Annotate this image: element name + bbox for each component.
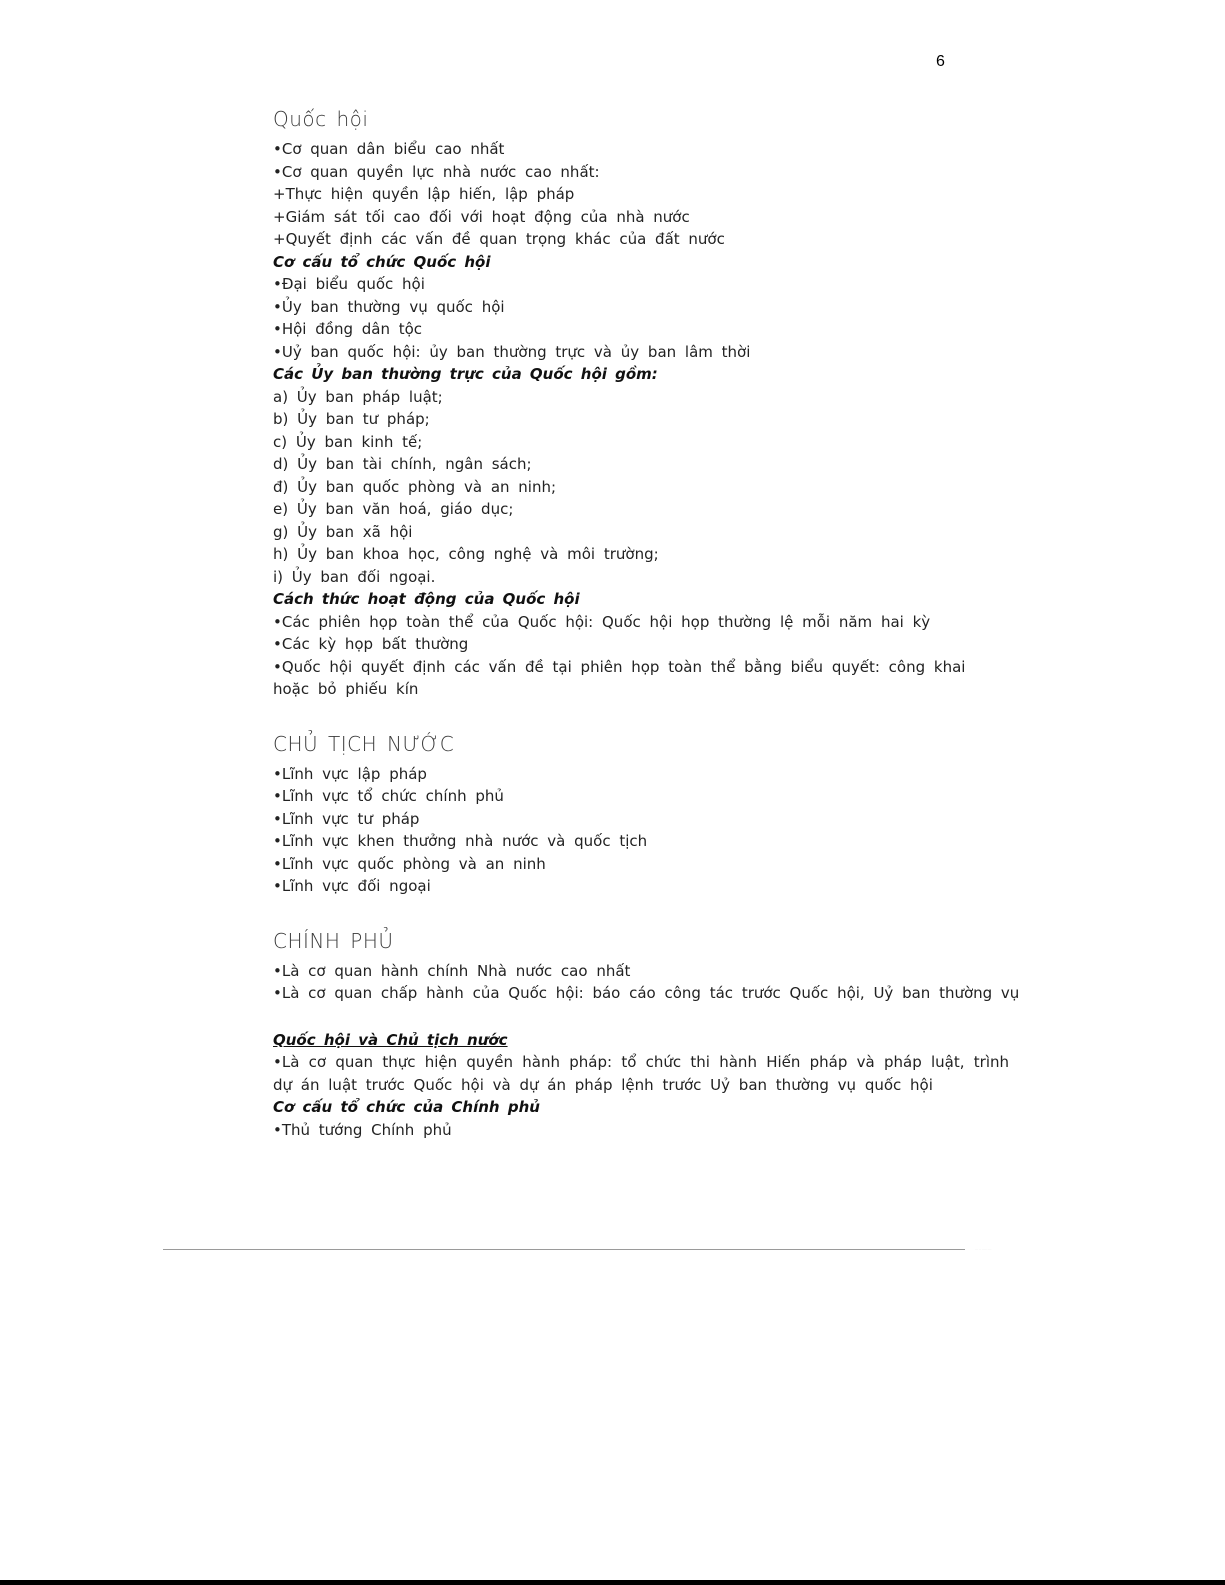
list-item: •Lĩnh vực khen thưởng nhà nước và quốc tịch — [273, 832, 648, 850]
committee-item: g) Ủy ban xã hội — [273, 522, 413, 541]
committee-item: d) Ủy ban tài chính, ngân sách; — [273, 455, 532, 473]
list-item: •Uỷ ban quốc hội: ủy ban thường trực và ủy ban lâm thời — [273, 342, 751, 361]
list-item: •Lĩnh vực lập pháp — [273, 764, 427, 783]
page-number: 6 — [936, 53, 945, 70]
bottom-edge-bar — [0, 1580, 1225, 1585]
list-item: •Lĩnh vực đối ngoại — [273, 877, 431, 895]
section-heading-quoc-hoi: Quốc hội — [273, 107, 369, 131]
committee-item: a) Ủy ban pháp luật; — [273, 387, 443, 406]
subheading-link: Quốc hội và Chủ tịch nước — [273, 1030, 508, 1049]
list-item: +Giám sát tối cao đối với hoạt động của nhà nước — [273, 207, 690, 226]
section-heading-chinh-phu: CHÍNH PHỦ — [273, 928, 394, 953]
footer-rule — [163, 1249, 965, 1250]
list-item: •Cơ quan quyền lực nhà nước cao nhất: — [273, 162, 600, 181]
committee-item: h) Ủy ban khoa học, công nghệ và môi trường; — [273, 545, 659, 563]
subheading-committees: Các Ủy ban thường trực của Quốc hội gồm: — [273, 365, 658, 383]
list-item: •Các kỳ họp bất thường — [273, 635, 469, 653]
list-item: +Quyết định các vấn đề quan trọng khác của đất nước — [273, 230, 725, 248]
subheading-government-structure: Cơ cấu tổ chức của Chính phủ — [273, 1098, 540, 1116]
document-body — [273, 104, 1020, 1141]
list-item: •Các phiên họp toàn thể của Quốc hội: Quốc hội họp thường lệ mỗi năm hai kỳ — [273, 612, 931, 631]
list-item: •Hội đồng dân tộc — [273, 320, 423, 338]
committee-item: i) Ủy ban đối ngoại. — [273, 567, 436, 586]
committee-item: b) Ủy ban tư pháp; — [273, 410, 430, 428]
list-item: •Lĩnh vực tổ chức chính phủ — [273, 787, 504, 805]
committee-item: đ) Ủy ban quốc phòng và an ninh; — [273, 477, 557, 496]
list-item: •Là cơ quan hành chính Nhà nước cao nhất — [273, 961, 631, 980]
list-item: •Ủy ban thường vụ quốc hội — [273, 297, 505, 316]
list-item: •Thủ tướng Chính phủ — [273, 1120, 452, 1139]
subheading-operation: Cách thức hoạt động của Quốc hội — [273, 590, 580, 608]
section-heading-chu-tich-nuoc: CHỦ TỊCH NƯỚC — [273, 731, 455, 756]
footer-mark: ··· ·· ····· ···· — [975, 1247, 992, 1251]
list-item: •Đại biểu quốc hội — [273, 275, 425, 293]
subheading-structure: Cơ cấu tổ chức Quốc hội — [273, 252, 491, 271]
committee-item: c) Ủy ban kinh tế; — [273, 432, 423, 451]
list-item: •Lĩnh vực quốc phòng và an ninh — [273, 854, 546, 873]
list-item: •Là cơ quan chấp hành của Quốc hội: báo cáo công tác trước Quốc hội, Uỷ ban thường vụ — [273, 984, 1020, 1002]
list-item: +Thực hiện quyền lập hiến, lập pháp — [273, 185, 575, 203]
list-item: •Là cơ quan thực hiện quyền hành pháp: tổ chức thi hành Hiến pháp và pháp luật, trình dự án luật trước Quốc hội và dự án pháp lệnh trước Uỷ ban thường vụ quốc hội — [273, 1053, 1009, 1094]
list-item: •Quốc hội quyết định các vấn đề tại phiên họp toàn thể bằng biểu quyết: công khai hoặc bỏ phiếu kín — [273, 657, 966, 698]
list-item: •Cơ quan dân biểu cao nhất — [273, 140, 505, 158]
committee-item: e) Ủy ban văn hoá, giáo dục; — [273, 500, 514, 518]
list-item: •Lĩnh vực tư pháp — [273, 809, 420, 828]
